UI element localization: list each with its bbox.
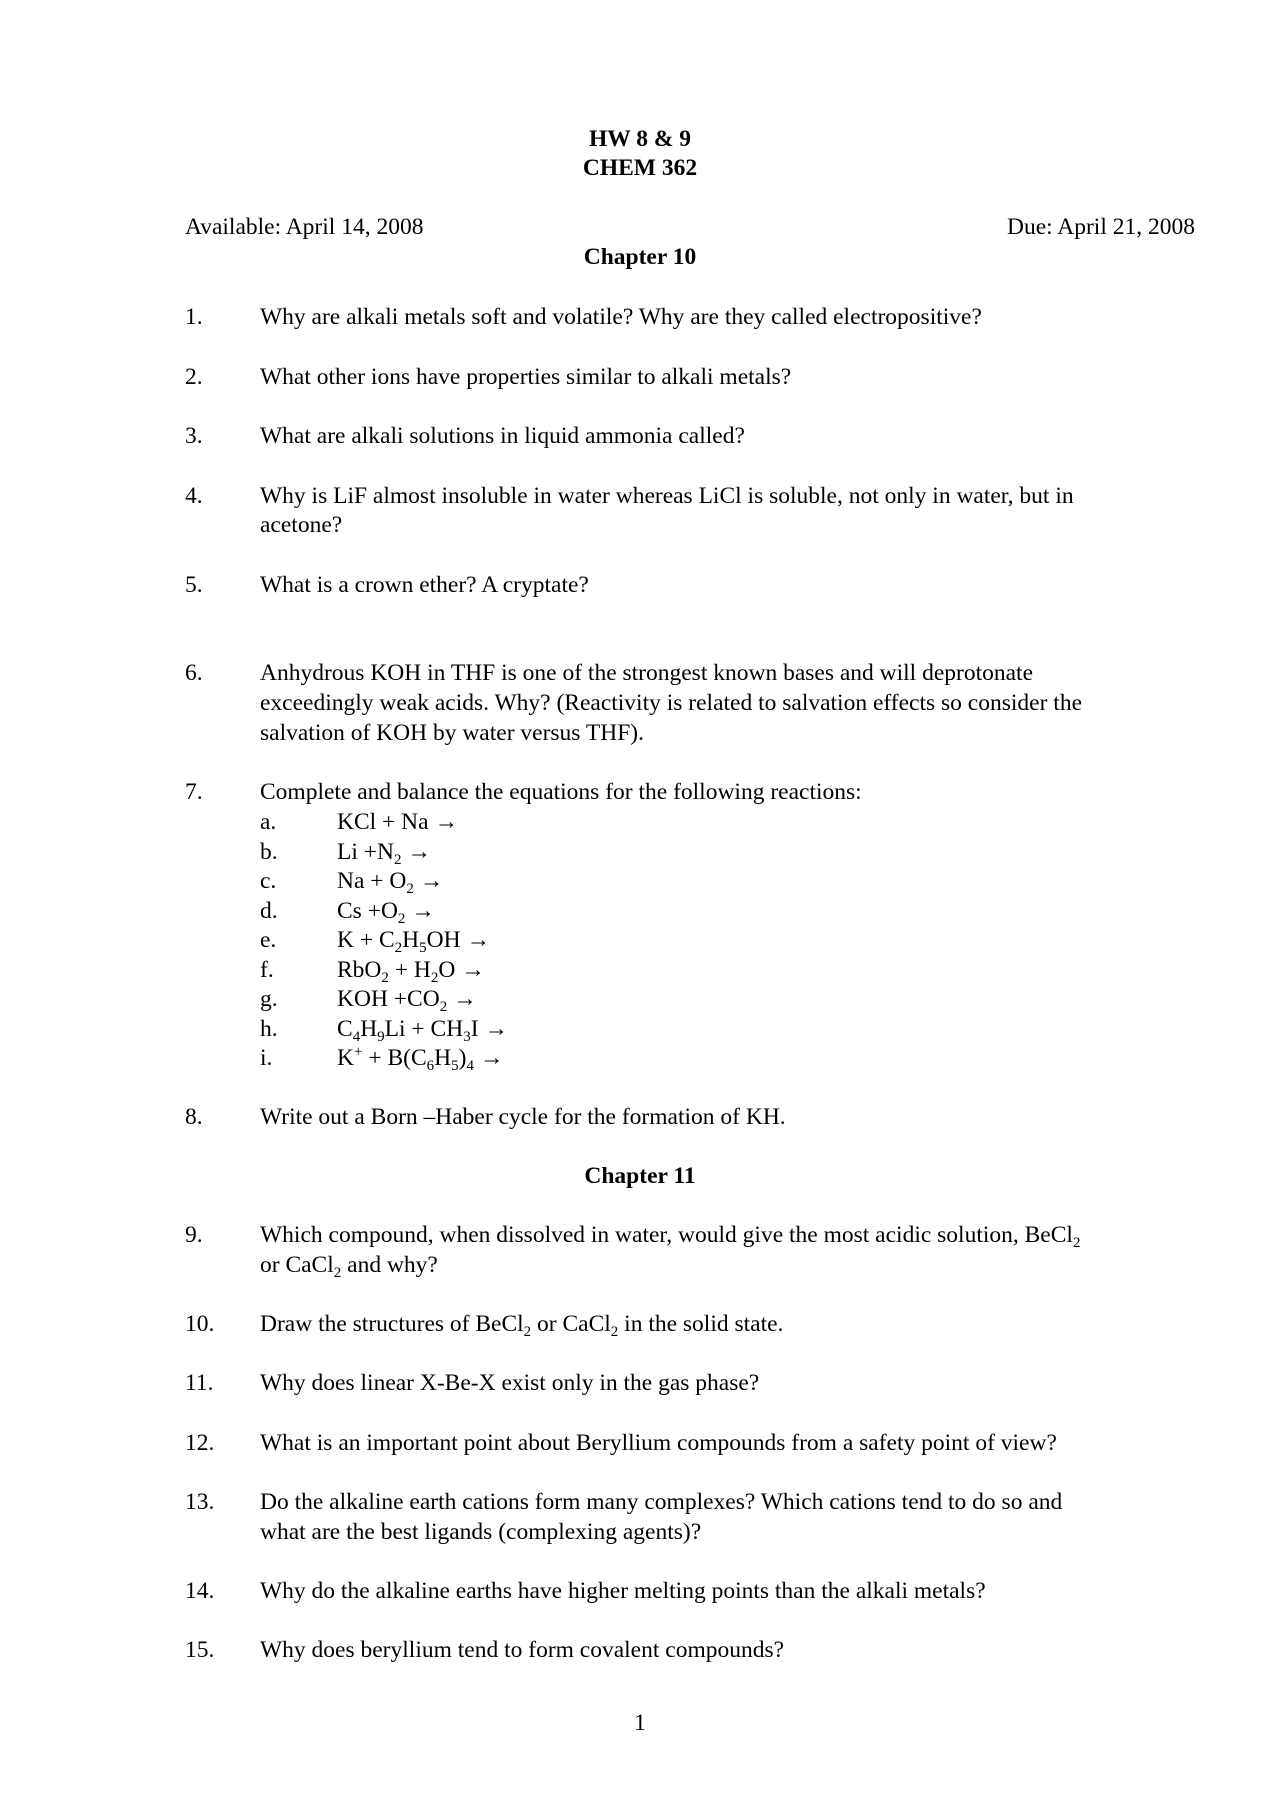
question-number: 12.: [185, 1430, 215, 1456]
question-text-line: Which compound, when dissolved in water, would give the most acidic solution, BeCl$_2$: [260, 1222, 1081, 1251]
question-number: 13.: [185, 1489, 215, 1515]
question-text: Why do the alkaline earths have higher melting points than the alkali metals?: [260, 1578, 986, 1604]
reaction-equation: KOH $+CO_2$ →: [337, 986, 477, 1015]
question-number: 10.: [185, 1311, 215, 1337]
reaction-equation: $K^+ + B(C_6H_5)_4$ →: [337, 1044, 504, 1074]
question-text: What other ions have properties similar to alkali metals?: [260, 364, 792, 390]
question-number: 7.: [185, 779, 203, 805]
reaction-equation: $K + C_2H_5OH$ →: [337, 927, 490, 956]
question-text: Why are alkali metals soft and volatile? Why are they called electropositive?: [260, 304, 982, 330]
question-text-line: exceedingly weak acids. Why? (Reactivity is related to salvation effects so consider the: [260, 690, 1082, 716]
question-number: 2.: [185, 364, 203, 390]
question-number: 15.: [185, 1637, 215, 1663]
question-text: Complete and balance the equations for the following reactions:: [260, 779, 862, 805]
question-number: 14.: [185, 1578, 215, 1604]
question-text: Why does linear X-Be-X exist only in the gas phase?: [260, 1370, 760, 1396]
course-code: CHEM 362: [582, 155, 698, 181]
question-text-line: what are the best ligands (complexing agents)?: [260, 1519, 702, 1545]
reaction-equation: $Li +N_2$ →: [337, 839, 431, 868]
reaction-equation: $Na + O_2$ →: [337, 868, 444, 897]
reaction-letter: d.: [260, 898, 278, 924]
reaction-letter: i.: [260, 1045, 273, 1071]
reaction-letter: c.: [260, 868, 277, 894]
question-text-line: salvation of KOH by water versus THF).: [260, 720, 644, 746]
question-number: 1.: [185, 304, 203, 330]
reaction-equation: KCl + Na →: [337, 809, 458, 835]
document-title: HW 8 & 9: [588, 126, 692, 152]
available-date: Available: April 14, 2008: [185, 214, 424, 240]
question-text-line: Anhydrous KOH in THF is one of the strongest known bases and will deprotonate: [260, 660, 1034, 686]
chapter-10-heading: Chapter 10: [583, 244, 697, 270]
question-number: 3.: [185, 423, 203, 449]
question-text: What is an important point about Beryllium compounds from a safety point of view?: [260, 1430, 1057, 1456]
question-number: 8.: [185, 1104, 203, 1130]
due-date: Due: April 21, 2008: [1007, 214, 1195, 240]
question-number: 11.: [185, 1370, 214, 1396]
chapter-11-heading: Chapter 11: [584, 1163, 696, 1189]
question-text-line: or CaCl$_2$ and why?: [260, 1252, 438, 1281]
question-text: Write out a Born –Haber cycle for the formation of KH.: [260, 1104, 786, 1130]
reaction-equation: $C_4H_9Li + CH_3I$ →: [337, 1016, 508, 1045]
question-text: What are alkali solutions in liquid ammonia called?: [260, 423, 745, 449]
reaction-letter: a.: [260, 809, 277, 835]
question-number: 5.: [185, 572, 203, 598]
question-text: Draw the structures of BeCl$_2$ or CaCl$_2$ in the solid state.: [260, 1311, 784, 1340]
question-text-line: Why is LiF almost insoluble in water whereas LiCl is soluble, not only in water, but in: [260, 483, 1074, 509]
reaction-letter: b.: [260, 839, 278, 865]
reaction-letter: f.: [260, 957, 274, 983]
question-number: 9.: [185, 1222, 203, 1248]
reaction-equation: $Cs +O_2$ →: [337, 898, 435, 927]
page-number: 1: [634, 1710, 646, 1736]
reaction-equation: $RbO_2 + H_2O$ →: [337, 957, 485, 986]
question-text-line: Do the alkaline earth cations form many complexes? Which cations tend to do so and: [260, 1489, 1063, 1515]
question-text: What is a crown ether? A cryptate?: [260, 572, 589, 598]
reaction-letter: h.: [260, 1016, 278, 1042]
question-number: 6.: [185, 660, 203, 686]
question-text: Why does beryllium tend to form covalent compounds?: [260, 1637, 785, 1663]
reaction-letter: e.: [260, 927, 277, 953]
question-text-line: acetone?: [260, 512, 343, 538]
reaction-letter: g.: [260, 986, 278, 1012]
question-number: 4.: [185, 483, 203, 509]
